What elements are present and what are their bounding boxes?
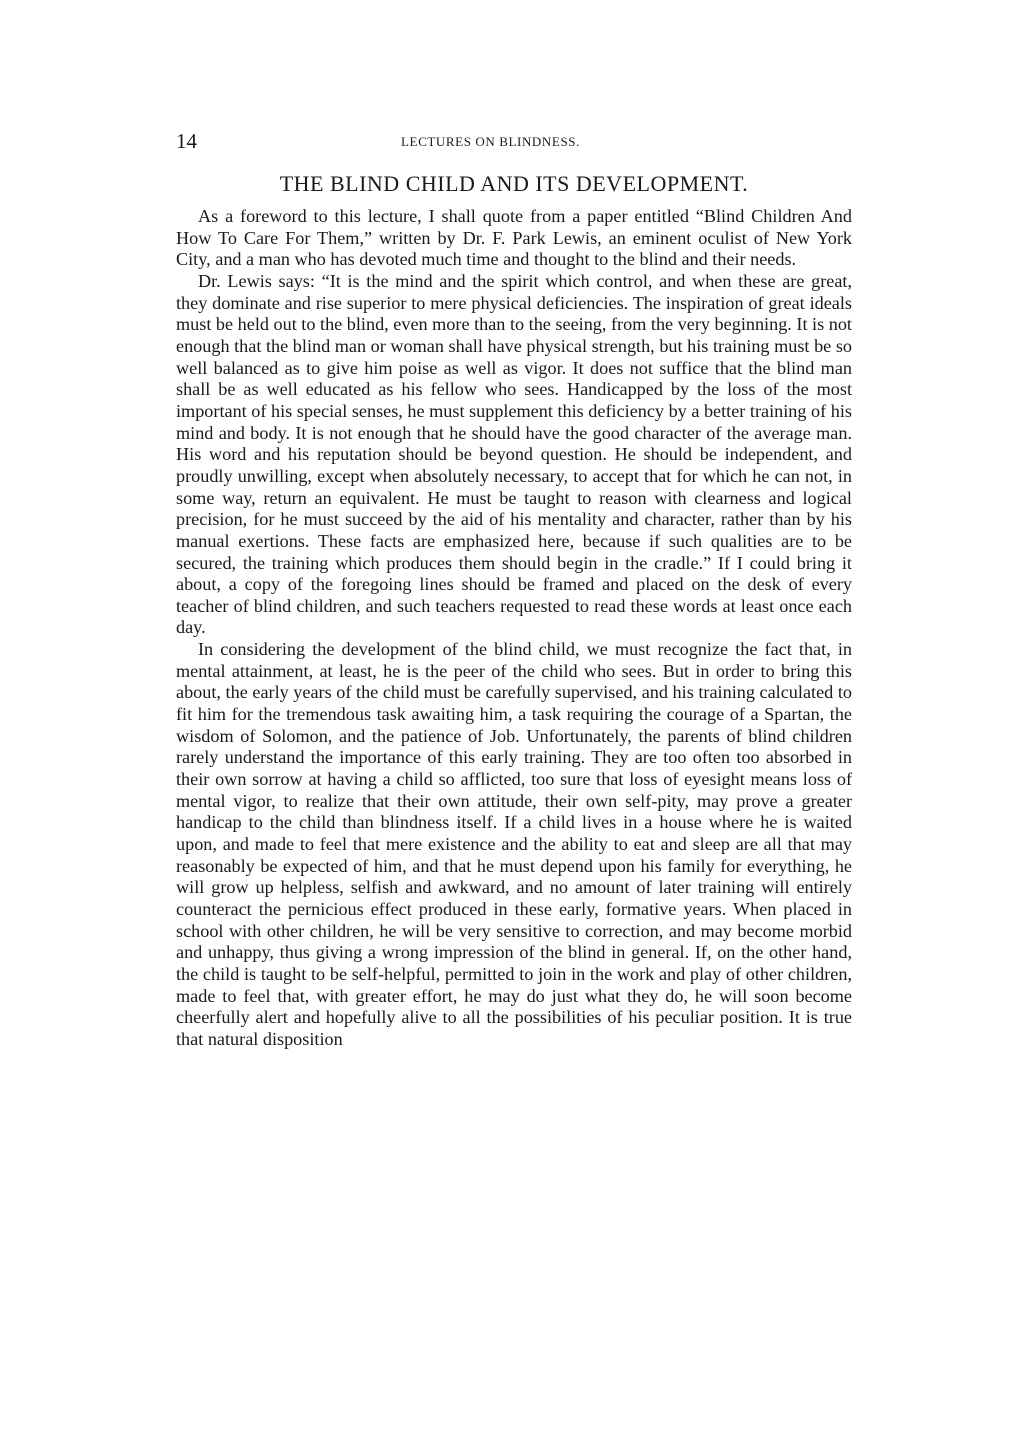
chapter-title: THE BLIND CHILD AND ITS DEVELOPMENT.: [279, 171, 749, 196]
paragraph-development: In considering the development of the blind child, we must recognize the fact that, in mental attainment, at least, he is the peer of the child who sees. But in order to bring this about, the early years of the child must be carefully supervised, and his training calculated to fit him for the tremendous task awaiting him, a task requiring the courage of a Spartan, the wisdom of Solomon, and the patience of Job. Unfortunately, the parents of blind children rarely understand the importance of this early training. They are too often too absorbed in their own sorrow at having a child so afflicted, too sure that loss of eyesight means loss of mental vigor, to realize that their own attitude, their own self-pity, may prove a greater handicap to the child than blindness itself. If a child lives in a house where he is waited upon, and made to feel that mere existence and the ability to eat and sleep are all that may reasonably be expected of him, and that he must depend upon his family for everything, he will grow up helpless, selfish and awkward, and no amount of later training will entirely counteract the pernicious effect produced in these early, formative years. When placed in school with other children, he will be very sensitive to correction, and may become morbid and unhappy, thus giving a wrong impression of the blind in general. If, on the other hand, the child is taught to be self-helpful, permitted to join in the work and play of other children, made to feel that, with greater effort, he may do just what they do, he will soon become cheerfully alert and hopefully alive to all the possibilities of his peculiar position. It is true that natural disposition: [176, 639, 852, 1049]
page-number: 14: [176, 129, 197, 153]
running-head: [176, 128, 852, 154]
body-text: [176, 206, 852, 1051]
paragraph-foreword: As a foreword to this lecture, I shall quote from a paper entitled “Blind Children And How To Care For Them,” written by Dr. F. Park Lewis, an eminent oculist of New York City, and a man who has devoted much time and thought to the blind and their needs.: [176, 206, 852, 270]
running-title: LECTURES ON BLINDNESS.: [401, 134, 580, 149]
paragraph-lewis-quote: Dr. Lewis says: “It is the mind and the spirit which control, and when these are great, they dominate and rise superior to mere physical deficiencies. The inspiration of great ideals must be held out to the blind, even more than to the seeing, from the very beginning. It is not enough that the blind man or woman shall have physical strength, but his training must be so well balanced as to give him poise as well as vigor. It does not suffice that the blind man shall be as well educated as his fellow who sees. Handicapped by the loss of the most important of his special senses, he must supplement this deficiency by a better training of his mind and body. It is not enough that he should have the good character of the average man. His word and his reputation should be beyond question. He should be independent, and proudly unwilling, except when absolutely necessary, to accept that for which he can not, in some way, return an equivalent. He must be taught to reason with clearness and logical precision, for he must succeed by the aid of his mentality and character, rather than by his manual exertions. These facts are emphasized here, because if such qualities are to be secured, the training which produces them should begin in the cradle.” If I could bring it about, a copy of the foregoing lines should be framed and placed on the desk of every teacher of blind children, and such teachers requested to read these words at least once each day.: [176, 270, 852, 638]
